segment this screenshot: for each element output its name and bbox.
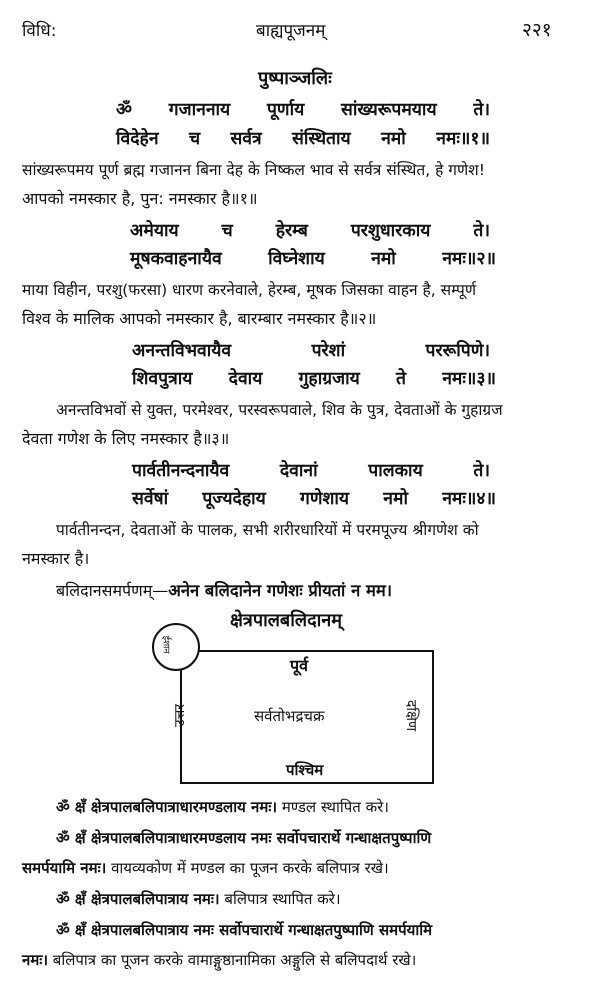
verse-word: नमो xyxy=(371,249,396,269)
instruction-4-note: बलिपात्र का पूजन करके वामाङ्गुष्ठानामिका अङ्गुलि से बलिपदार्थ रखे। xyxy=(48,951,417,969)
instruction-3 xyxy=(56,889,341,909)
verse2-line2 xyxy=(130,246,496,270)
verse-word: गजाननाय xyxy=(168,100,231,120)
header-title: बाह्यपूजनम् xyxy=(256,21,326,41)
balidan-label: बलिदानसमर्पणम्— xyxy=(56,581,169,600)
verse-word: विघ्नेशाय xyxy=(268,249,325,269)
instruction-2-mantra-end: समर्पयामि नमः। xyxy=(22,859,107,877)
balidan-line xyxy=(56,578,392,601)
header-left: विधि: xyxy=(22,21,57,41)
instruction-3-note: बलिपात्र स्थापित करे। xyxy=(219,890,341,908)
verse-word: परशुधारकाय xyxy=(350,221,431,241)
instruction-4-mantra-end: नमः। xyxy=(22,951,49,969)
verse-word: पररूपिणे। xyxy=(425,341,490,361)
balidan-text: अनेन बलिदानेन गणेशः प्रीयतां न मम। xyxy=(168,581,392,600)
instruction-1 xyxy=(56,797,389,817)
verse-word: अनन्तविभवायैव xyxy=(132,341,232,361)
verse-word: संस्थिताय xyxy=(292,129,351,149)
instruction-1-mantra: ॐ क्षँ क्षेत्रपालबलिपात्राधारमण्डलाय नमः। xyxy=(56,798,278,816)
pushpanjali-title: पुष्पाञ्जलिः xyxy=(258,68,332,89)
verse-word: नमः॥२॥ xyxy=(442,249,496,269)
verse1-prose2: आपको नमस्कार है, पुन: नमस्कार है॥१॥ xyxy=(22,189,258,208)
verse-word: शिवपुत्राय xyxy=(132,369,193,389)
verse-word: नमो xyxy=(383,489,409,509)
instruction-1-note: मण्डल स्थापित करे। xyxy=(277,798,389,816)
verse2-prose1: माया विहीन, परशु(फरसा) धारण करनेवाले, हेरम्ब, मूषक जिसका वाहन है, सम्पूर्ण xyxy=(22,281,477,299)
verse-word: गणेशाय xyxy=(300,489,350,509)
verse-word: पूज्यदेहाय xyxy=(202,489,266,509)
verse3-line1 xyxy=(132,338,490,362)
diagram-right-label: दक्षिण xyxy=(403,699,420,732)
verse-word: देवानां xyxy=(279,461,318,481)
instruction-2-line1: ॐ क्षँ क्षेत्रपालबलिपात्राधारमण्डलाय नमः सर्वोपचारार्थे गन्धाक्षतपुष्पाणि xyxy=(56,829,432,847)
verse-word: पूर्णाय xyxy=(266,100,305,120)
verse3-prose2: देवता गणेश के लिए नमस्कार है॥३॥ xyxy=(22,429,230,448)
verse4-prose1: पार्वतीनन्दन, देवताओं के पालक, सभी शरीरधारियों में परमपूज्य श्रीगणेश को xyxy=(56,521,479,539)
verse-word: च xyxy=(221,221,233,241)
verse-word: पालकाय xyxy=(368,461,423,481)
verse-word: ॐ xyxy=(116,100,132,120)
page-number: २२१ xyxy=(522,19,552,41)
verse-word: ते। xyxy=(473,100,490,120)
diagram-center-label: सर्वतोभद्रचक्र xyxy=(254,707,325,725)
instruction-2-note: वायव्यकोण में मण्डल का पूजन करके बलिपात्र रखे। xyxy=(106,859,389,877)
diagram-bottom-label: पश्चिम xyxy=(286,761,324,779)
instruction-2-line2 xyxy=(22,858,389,878)
diagram-top-label: पूर्व xyxy=(290,656,308,675)
verse-word: ते xyxy=(396,369,406,389)
diagram-left-label: उत्तर xyxy=(172,703,189,728)
verse-word: परेशां xyxy=(311,341,346,361)
verse-word: नमः॥४॥ xyxy=(442,489,496,509)
verse2-prose2: विश्व के मालिक आपको नमस्कार है, बारम्बार नमस्कार है॥२॥ xyxy=(22,309,377,328)
verse-word: नमः॥१॥ xyxy=(436,129,490,149)
verse1-line1 xyxy=(116,97,490,121)
verse-word: देवाय xyxy=(228,369,263,389)
verse-word: पार्वतीनन्दनायैव xyxy=(132,461,230,481)
verse-word: नमः॥३॥ xyxy=(442,369,496,389)
verse-word: सर्वेषां xyxy=(132,489,169,509)
verse4-prose2: नमस्कार है। xyxy=(22,549,90,568)
verse4-line2 xyxy=(132,486,496,510)
verse1-prose1: सांख्यरूपमय पूर्ण ब्रह्म गजानन बिना देह के निष्कल भाव से सर्वत्र संस्थित, हे गणेश! xyxy=(22,161,485,179)
verse-word: नमो xyxy=(381,129,406,149)
verse2-line1 xyxy=(130,218,490,242)
diagram-corner-label: ईशान xyxy=(160,635,171,654)
verse-word: सांख्यरूपमयाय xyxy=(341,100,437,120)
verse1-line2 xyxy=(116,126,490,150)
verse-word: मूषकवाहनायैव xyxy=(130,249,222,269)
verse4-line1 xyxy=(132,458,490,482)
kshetrapal-title: क्षेत्रपालबलिदानम् xyxy=(230,610,343,631)
verse-word: ते। xyxy=(473,461,490,481)
verse-word: विदेहेन xyxy=(116,129,159,149)
verse-word: ते। xyxy=(473,221,490,241)
verse3-prose1: अनन्तविभवों से युक्त, परमेश्वर, परस्वरूपवाले, शिव के पुत्र, देवताओं के गुहाग्रज xyxy=(56,401,503,419)
verse3-line2 xyxy=(132,366,496,390)
verse-word: हेरम्ब xyxy=(275,221,308,241)
verse-word: गुहाग्रजाय xyxy=(298,369,360,389)
instruction-4-line1: ॐ क्षँ क्षेत्रपालबलिपात्राय नमः सर्वोपचारार्थे गन्धाक्षतपुष्पाणि समर्पयामि xyxy=(56,921,433,939)
instruction-3-mantra: ॐ क्षँ क्षेत्रपालबलिपात्राय नमः। xyxy=(56,890,220,908)
verse-word: च xyxy=(188,129,201,149)
verse-word: सर्वत्र xyxy=(230,129,262,149)
instruction-4-line2 xyxy=(22,950,416,970)
ishan-circle xyxy=(152,623,200,671)
verse-word: अमेयाय xyxy=(130,221,179,241)
